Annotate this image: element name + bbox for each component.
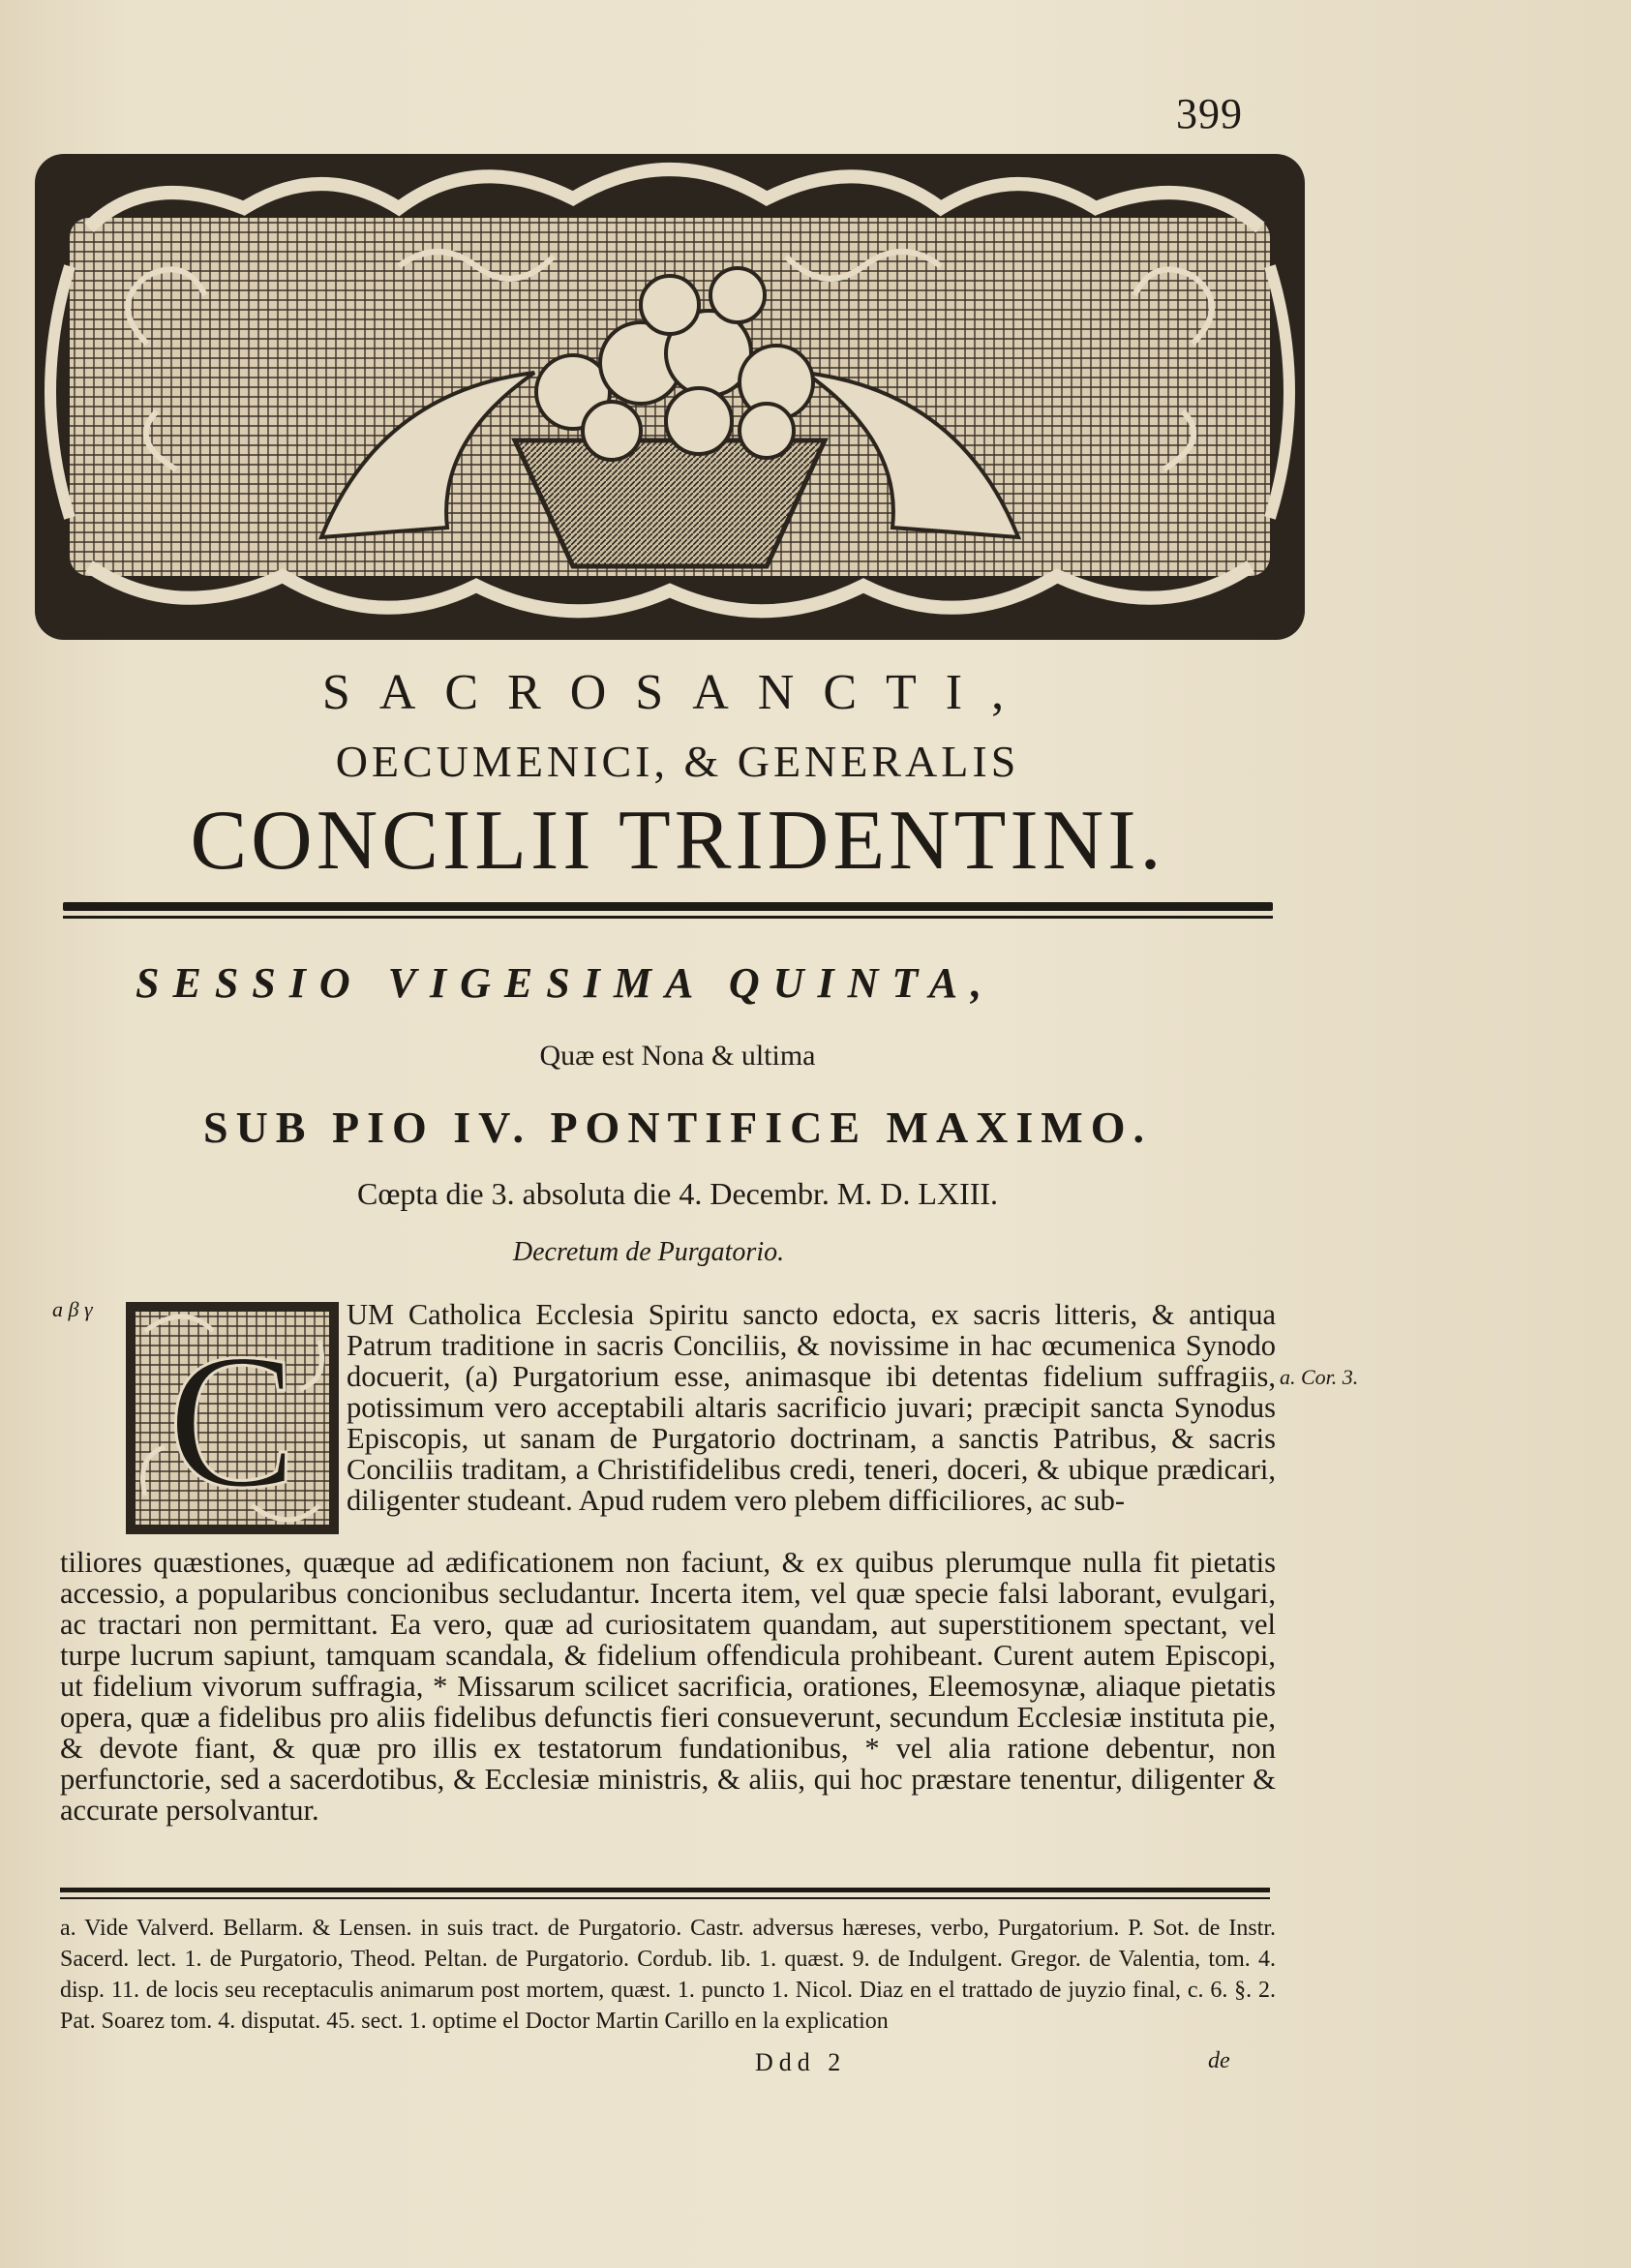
initial-letter: C — [167, 1315, 297, 1528]
title-line-2: OECUMENICI, & GENERALIS — [335, 737, 1020, 786]
ornamental-headpiece — [31, 150, 1309, 644]
decorated-initial — [126, 1302, 339, 1534]
decree-text-indented — [347, 1299, 1276, 1516]
session-heading: SESSIO VIGESIMA QUINTA, — [136, 959, 996, 1007]
footnote-rule-thin — [60, 1897, 1270, 1899]
footnote-rule — [60, 1888, 1270, 1892]
session-subheading: Quæ est Nona & ultima — [539, 1040, 816, 1072]
margin-note-right: a. Cor. 3. — [1280, 1365, 1359, 1389]
decree-title: Decretum de Purgatorio. — [512, 1237, 785, 1267]
footnote: a. Vide Valverd. Bellarm. & Lensen. in suis tract. de Purgatorio. Castr. adversus hæreses, verbo, Purgatorium. P. Sot. de Instr. Sacerd. lect. 1. de Purgatorio, Theod. Peltan. de Purgatorio. Cordub. lib. 1. quæst. 9. de Indulgent. Gregor. de Valentia, tom. 4. disp. 11. de locis seu receptaculis animarum post mortem, quæst. 1. puncto 1. Nicol. Diaz en el trattado de juyzio final, c. 6. §. 2. Pat. Soarez tom. 4. disputat. 45. sect. 1. optime el Doctor Martin Carillo en la explication — [60, 1916, 1276, 2034]
page-number: 399 — [1176, 90, 1243, 137]
session-dates: Cœpta die 3. absoluta die 4. Decembr. M. D. LXIII. — [356, 1176, 999, 1211]
title-line-3: CONCILII TRIDENTINI. — [190, 794, 1165, 888]
title-line-1: SACROSANCTI, — [321, 665, 1034, 720]
decree-paragraph-start: UM Catholica Ecclesia Spiritu sancto edocta, ex sacris litteris, & antiqua Patrum traditione in sacris Conciliis, & novissime in hac œcumenica Synodo docuerit, (a) Purgatorium esse, animasque ibi detentas fidelium suffragiis, potissimum vero acceptabili altaris sacrificio juvari; præcipit sancta Synodus Episcopis, ut sanam de Purgatorio doctrinam, a sanctis Patribus, & sacris Conciliis traditam, a Christifidelibus credi, teneri, doceri, & ubique prædicari, diligenter studeant. Apud rudem vero plebem difficiliores, ac sub- — [347, 1298, 1276, 1517]
pontiff-heading: SUB PIO IV. PONTIFICE MAXIMO. — [203, 1103, 1152, 1152]
decree-paragraph-continued: tiliores quæstiones, quæque ad ædificationem non faciunt, & ex quibus plerumque nulla fit pietatis accessio, a popularibus concionibus secludantur. Incerta item, vel quæ specie falsi laborant, evulgari, ac tractari non permittant. Ea vero, quæ ad curiositatem quandam, aut superstitionem spectant, vel turpe lucrum sapiunt, tamquam scandala, & fidelium offendicula prohibeant. Curent autem Episcopi, ut fidelium vivorum suffragia, * Missarum scilicet sacrificia, orationes, Eleemosynæ, aliaque pietatis opera, quæ a fidelibus pro aliis fidelibus defunctis fieri consueverunt, secundum Ecclesiæ instituta pie, & devote fiant, & quæ pro illis ex testatorum fundationibus, * vel alia ratione debentur, non perfunctorie, sed a sacerdotibus, & Ecclesiæ ministris, & aliis, qui hoc præstare tenentur, diligenter & accurate persolvantur. — [60, 1546, 1276, 1827]
signature-mark: Ddd 2 — [755, 2048, 847, 2076]
title-rule-thin — [63, 916, 1273, 919]
margin-note-left: a β γ — [52, 1297, 93, 1321]
catchword: de — [1208, 2048, 1230, 2073]
title-rule — [63, 902, 1273, 911]
decree-text-full — [60, 1547, 1276, 1826]
